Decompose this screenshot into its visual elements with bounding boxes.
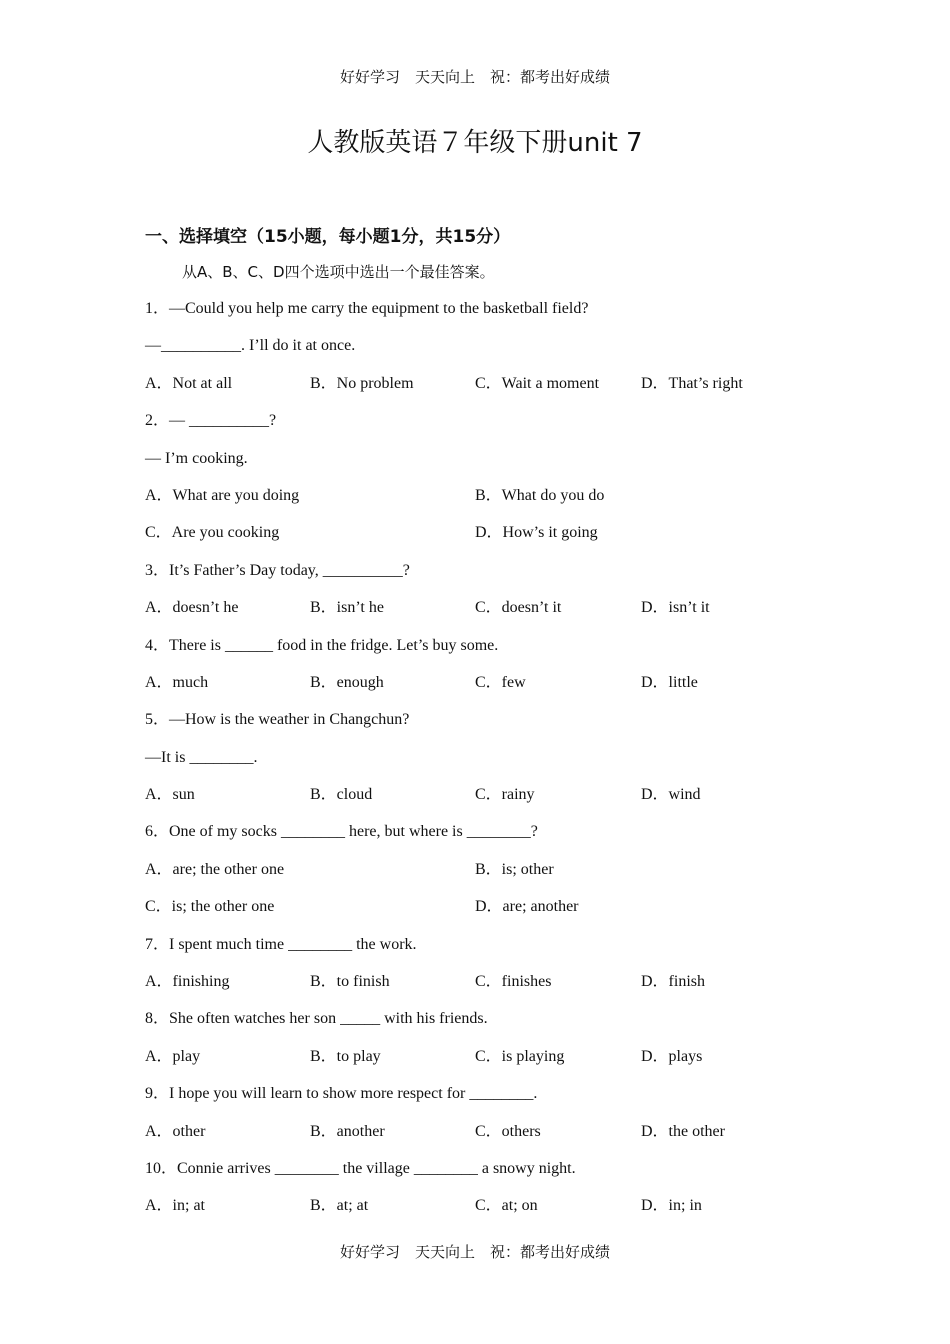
question-line: 4．There is ______ food in the fridge. Let’s buy some. (145, 636, 499, 654)
question-line: —It is ________. (145, 748, 258, 766)
question-line: 10．Connie arrives ________ the village ________ a snowy night. (145, 1159, 576, 1177)
answer-options-row (145, 1045, 845, 1082)
answer-option: A．sun (145, 786, 195, 804)
answer-option: D．isn’t it (641, 599, 710, 617)
answer-option: C．is playing (475, 1047, 565, 1065)
answer-option: C．Are you cooking (145, 524, 280, 542)
answer-options-row (145, 1120, 845, 1157)
section-instruction: 从A、B、C、D四个选项中选出一个最佳答案。 (182, 263, 495, 281)
answer-options-row (145, 671, 845, 708)
question-line: 2．— __________? (145, 412, 277, 430)
answer-option: B．No problem (310, 374, 414, 392)
question-line: 7．I spent much time ________ the work. (145, 935, 417, 953)
answer-option: C．finishes (475, 973, 552, 991)
question-line: 5．—How is the weather in Changchun? (145, 711, 410, 729)
answer-option: B．to finish (310, 973, 390, 991)
answer-options-row (145, 521, 845, 558)
answer-option: A．Not at all (145, 374, 233, 392)
answer-option: B．isn’t he (310, 599, 384, 617)
answer-option: B．cloud (310, 786, 373, 804)
answer-option: A．What are you doing (145, 486, 300, 504)
answer-option: B．enough (310, 673, 384, 691)
answer-option: A．finishing (145, 973, 230, 991)
answer-options-row (145, 783, 845, 820)
answer-option: C．Wait a moment (475, 374, 600, 392)
answer-option: D．That’s right (641, 374, 743, 392)
answer-option: B．to play (310, 1047, 381, 1065)
answer-options-row (145, 596, 845, 633)
question-line: — I’m cooking. (145, 449, 248, 467)
question-line: —__________. I’ll do it at once. (145, 337, 356, 355)
answer-options-row (145, 372, 845, 409)
answer-options-row (145, 1194, 845, 1231)
answer-option: D．finish (641, 973, 706, 991)
question-line: 1．—Could you help me carry the equipment to the basketball field? (145, 300, 589, 317)
answer-options-row (145, 858, 845, 895)
document-title: 人教版英语７年级下册unit 7 (307, 128, 643, 158)
answer-option: A．doesn’t he (145, 599, 239, 617)
answer-option: A．much (145, 673, 209, 691)
answer-option: A．in; at (145, 1197, 205, 1215)
answer-option: D．in; in (641, 1197, 702, 1215)
answer-options-row (145, 895, 845, 932)
answer-option: A．are; the other one (145, 860, 285, 878)
answer-option: A．play (145, 1047, 201, 1065)
page-footer: 好好学习 天天向上 祝：都考出好成绩 (339, 1243, 610, 1261)
answer-option: D．How’s it going (475, 524, 598, 542)
answer-option: B．is; other (475, 860, 554, 878)
answer-option: A．other (145, 1122, 206, 1140)
answer-options-row (145, 484, 845, 521)
question-line: 9．I hope you will learn to show more respect for ________. (145, 1085, 538, 1103)
answer-option: D．wind (641, 786, 701, 804)
question-line: 8．She often watches her son _____ with his friends. (145, 1010, 488, 1028)
answer-option: C．rainy (475, 786, 535, 804)
answer-option: C．at; on (475, 1197, 538, 1215)
question-line: 6．One of my socks ________ here, but where is ________? (145, 823, 538, 841)
answer-option: D．are; another (475, 898, 579, 916)
answer-option: C．others (475, 1122, 541, 1140)
answer-option: B．another (310, 1122, 385, 1140)
page-header: 好好学习 天天向上 祝：都考出好成绩 (339, 68, 610, 86)
answer-option: D．plays (641, 1047, 703, 1065)
section-heading: 一、选择填空（15小题，每小题1分，共15分） (145, 227, 511, 247)
answer-option: C．is; the other one (145, 898, 275, 916)
answer-option: B．at; at (310, 1197, 369, 1215)
question-list (145, 297, 845, 1232)
answer-option: C．few (475, 673, 526, 691)
answer-option: D．little (641, 673, 698, 691)
answer-options-row (145, 970, 845, 1007)
question-line: 3．It’s Father’s Day today, __________? (145, 561, 410, 579)
answer-option: D．the other (641, 1122, 725, 1140)
answer-option: B．What do you do (475, 486, 605, 504)
answer-option: C．doesn’t it (475, 599, 562, 617)
